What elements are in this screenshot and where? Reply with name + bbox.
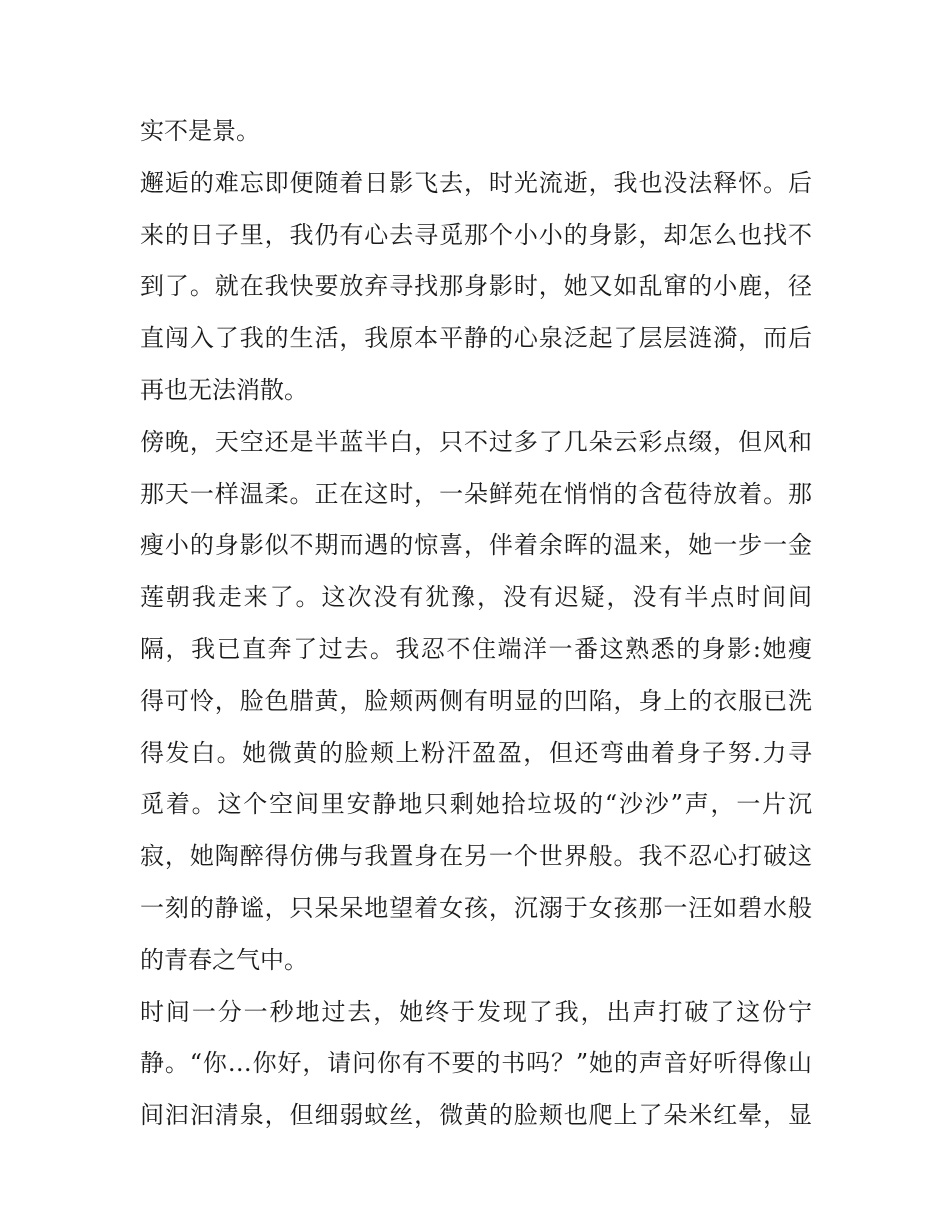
text-line: 实不是景。	[140, 117, 260, 145]
body-text	[140, 106, 812, 1142]
text-line: 一刻的静谧，只呆呆地望着女孩，沉溺于女孩那一汪如碧水般	[140, 893, 812, 922]
text-line: 寂，她陶醉得仿佛与我置身在另一个世界般。我不忍心打破这	[140, 842, 812, 871]
text-line: 间汩汩清泉，但细弱蚊丝，微黄的脸颊也爬上了朵米红晕，显	[140, 1101, 812, 1130]
text-line: 邂逅的难忘即便随着日影飞去，时光流逝，我也没法释怀。后	[140, 168, 812, 197]
text-line: 直闯入了我的生活，我原本平静的心泉泛起了层层涟漪，而后	[140, 324, 812, 353]
text-line: 得发白。她微黄的脸颊上粉汗盈盈，但还弯曲着身子努.力寻	[140, 738, 812, 767]
text-line: 再也无法消散。	[140, 375, 308, 404]
text-line: 瘦小的身影似不期而遇的惊喜，伴着余晖的温来，她一步一金	[140, 531, 812, 560]
text-line: 静。“你…你好，请问你有不要的书吗？”她的声音好听得像山	[140, 1049, 812, 1078]
text-line: 觅着。这个空间里安静地只剩她拾垃圾的“沙沙”声，一片沉	[140, 790, 812, 819]
text-line: 那天一样温柔。正在这时，一朵鲜苑在悄悄的含苞待放着。那	[140, 479, 812, 508]
text-line: 傍晚，天空还是半蓝半白，只不过多了几朵云彩点缀，但风和	[140, 427, 812, 456]
text-line: 时间一分一秒地过去，她终于发现了我，出声打破了这份宁	[140, 997, 812, 1026]
text-line: 的青春之气中。	[140, 945, 308, 974]
text-line: 得可怜，脸色腊黄，脸颊两侧有明显的凹陷，身上的衣服已洗	[140, 686, 812, 715]
text-line: 到了。就在我快要放弃寻找那身影时，她又如乱窜的小鹿，径	[140, 272, 812, 301]
text-line: 来的日子里，我仍有心去寻觅那个小小的身影，却怎么也找不	[140, 220, 812, 249]
text-line: 莲朝我走来了。这次没有犹豫，没有迟疑，没有半点时间间	[140, 583, 812, 612]
text-line: 隔，我已直奔了过去。我忍不住端洋一番这熟悉的身影:她瘦	[140, 634, 812, 663]
